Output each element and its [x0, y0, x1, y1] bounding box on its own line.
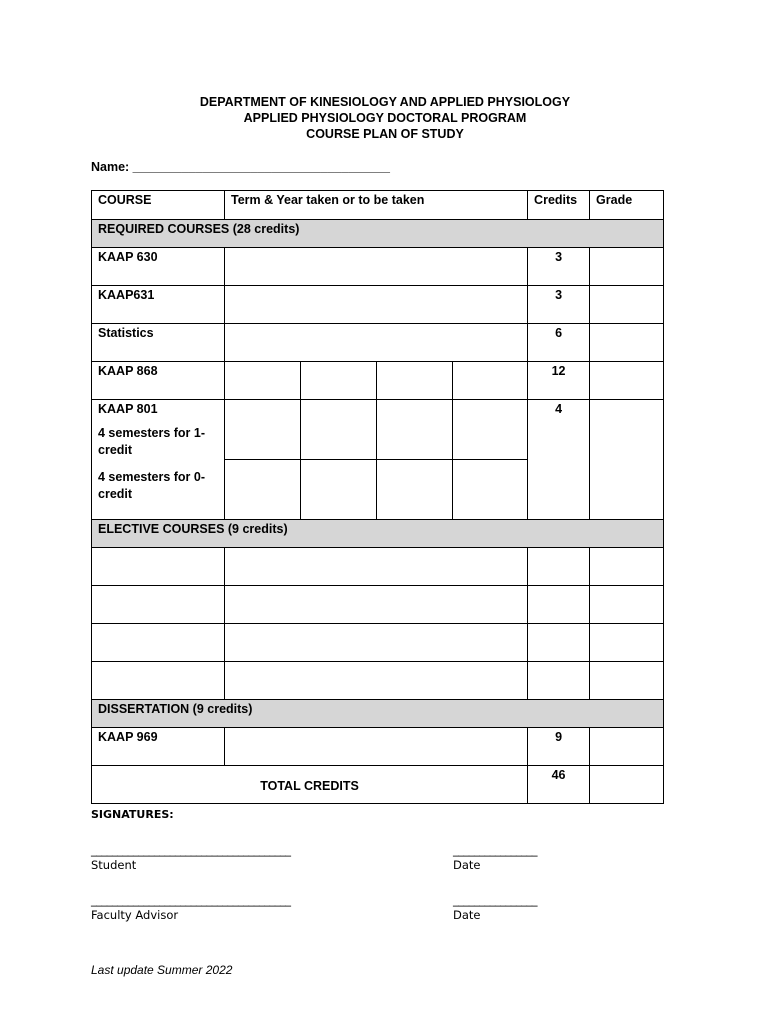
col-credits-header: Credits [534, 193, 578, 207]
required-section-label: REQUIRED COURSES (28 credits) [98, 222, 300, 236]
grade-cell[interactable] [590, 324, 664, 362]
elective-section-row [92, 520, 664, 548]
kaap801-note-0credit: 4 semesters for 0-credit [98, 470, 206, 501]
elective-section-label: ELECTIVE COURSES (9 credits) [98, 522, 288, 536]
course-name: KAAP631 [98, 288, 155, 302]
grade-cell[interactable] [590, 362, 664, 400]
table-row [92, 624, 664, 662]
student-label: Student [91, 858, 137, 872]
term-cell[interactable] [377, 400, 453, 460]
credits-value: 3 [555, 250, 563, 264]
term-cell[interactable] [453, 400, 528, 460]
course-name: Statistics [98, 326, 154, 340]
total-row [92, 766, 664, 804]
col-grade-header: Grade [596, 193, 633, 207]
total-credits-label: TOTAL CREDITS [260, 779, 359, 793]
grade-cell[interactable] [590, 286, 664, 324]
credits-value: 9 [555, 730, 563, 744]
course-name: KAAP 801 [98, 402, 158, 416]
table-row [92, 286, 664, 324]
term-cell[interactable] [377, 460, 453, 520]
kaap801-note-1credit: 4 semesters for 1-credit [98, 426, 206, 457]
grade-cell[interactable] [590, 400, 664, 520]
credits-cell[interactable] [528, 662, 590, 700]
advisor-date-line[interactable]: ________________ [453, 893, 537, 907]
term-cell[interactable] [301, 362, 377, 400]
table-row [92, 324, 664, 362]
term-cell[interactable] [453, 460, 528, 520]
last-update-note: Last update Summer 2022 [91, 963, 233, 977]
grade-cell[interactable] [590, 548, 664, 586]
grade-cell[interactable] [590, 624, 664, 662]
dissertation-section-row [92, 700, 664, 728]
term-cell[interactable] [225, 362, 301, 400]
course-cell[interactable] [92, 586, 225, 624]
table-row [92, 728, 664, 766]
course-name: KAAP 630 [98, 250, 158, 264]
table-header-row [92, 191, 664, 220]
required-section-row [92, 220, 664, 248]
col-term-header: Term & Year taken or to be taken [231, 193, 425, 207]
term-cell[interactable] [301, 460, 377, 520]
term-cell[interactable] [225, 324, 528, 362]
advisor-signature-line[interactable]: ______________________________________ [91, 893, 291, 907]
dissertation-section-label: DISSERTATION (9 credits) [98, 702, 253, 716]
term-cell[interactable] [225, 286, 528, 324]
signatures-title: SIGNATURES: [91, 808, 174, 821]
term-cell[interactable] [225, 400, 301, 460]
table-row [92, 662, 664, 700]
kaap801-course-cell [92, 400, 225, 520]
department-title: DEPARTMENT OF KINESIOLOGY AND APPLIED PHYSIOLOGY [199, 95, 571, 109]
grade-cell[interactable] [590, 766, 664, 804]
name-field[interactable]: Name: _____________________________________ [91, 160, 390, 174]
credits-value: 3 [555, 288, 563, 302]
course-plan-table [91, 190, 664, 804]
total-credits-value: 46 [551, 768, 566, 782]
credits-value: 6 [555, 326, 563, 340]
term-cell[interactable] [225, 624, 528, 662]
term-cell[interactable] [225, 460, 301, 520]
course-cell[interactable] [92, 624, 225, 662]
grade-cell[interactable] [590, 248, 664, 286]
course-name: KAAP 868 [98, 364, 158, 378]
grade-cell[interactable] [590, 728, 664, 766]
credits-cell[interactable] [528, 586, 590, 624]
term-cell[interactable] [225, 586, 528, 624]
grade-cell[interactable] [590, 662, 664, 700]
advisor-date-label: Date [453, 908, 481, 922]
table-row [92, 400, 664, 460]
student-date-line[interactable]: ________________ [453, 843, 537, 857]
credits-cell[interactable] [528, 624, 590, 662]
table-row [92, 362, 664, 400]
term-cell[interactable] [225, 662, 528, 700]
term-cell[interactable] [225, 548, 528, 586]
term-cell[interactable] [453, 362, 528, 400]
col-course-header: COURSE [98, 193, 152, 207]
term-cell[interactable] [301, 400, 377, 460]
advisor-label: Faculty Advisor [91, 908, 179, 922]
student-signature-line[interactable]: ______________________________________ [91, 843, 291, 857]
credits-cell[interactable] [528, 548, 590, 586]
course-cell[interactable] [92, 662, 225, 700]
table-row [92, 586, 664, 624]
table-row [92, 248, 664, 286]
table-row [92, 548, 664, 586]
program-title: APPLIED PHYSIOLOGY DOCTORAL PROGRAM [243, 111, 527, 125]
plan-title: COURSE PLAN OF STUDY [306, 127, 464, 141]
credits-value: 4 [555, 402, 563, 416]
course-cell[interactable] [92, 548, 225, 586]
term-cell[interactable] [377, 362, 453, 400]
term-cell[interactable] [225, 728, 528, 766]
credits-value: 12 [551, 364, 566, 378]
term-cell[interactable] [225, 248, 528, 286]
student-date-label: Date [453, 858, 481, 872]
grade-cell[interactable] [590, 586, 664, 624]
course-name: KAAP 969 [98, 730, 158, 744]
